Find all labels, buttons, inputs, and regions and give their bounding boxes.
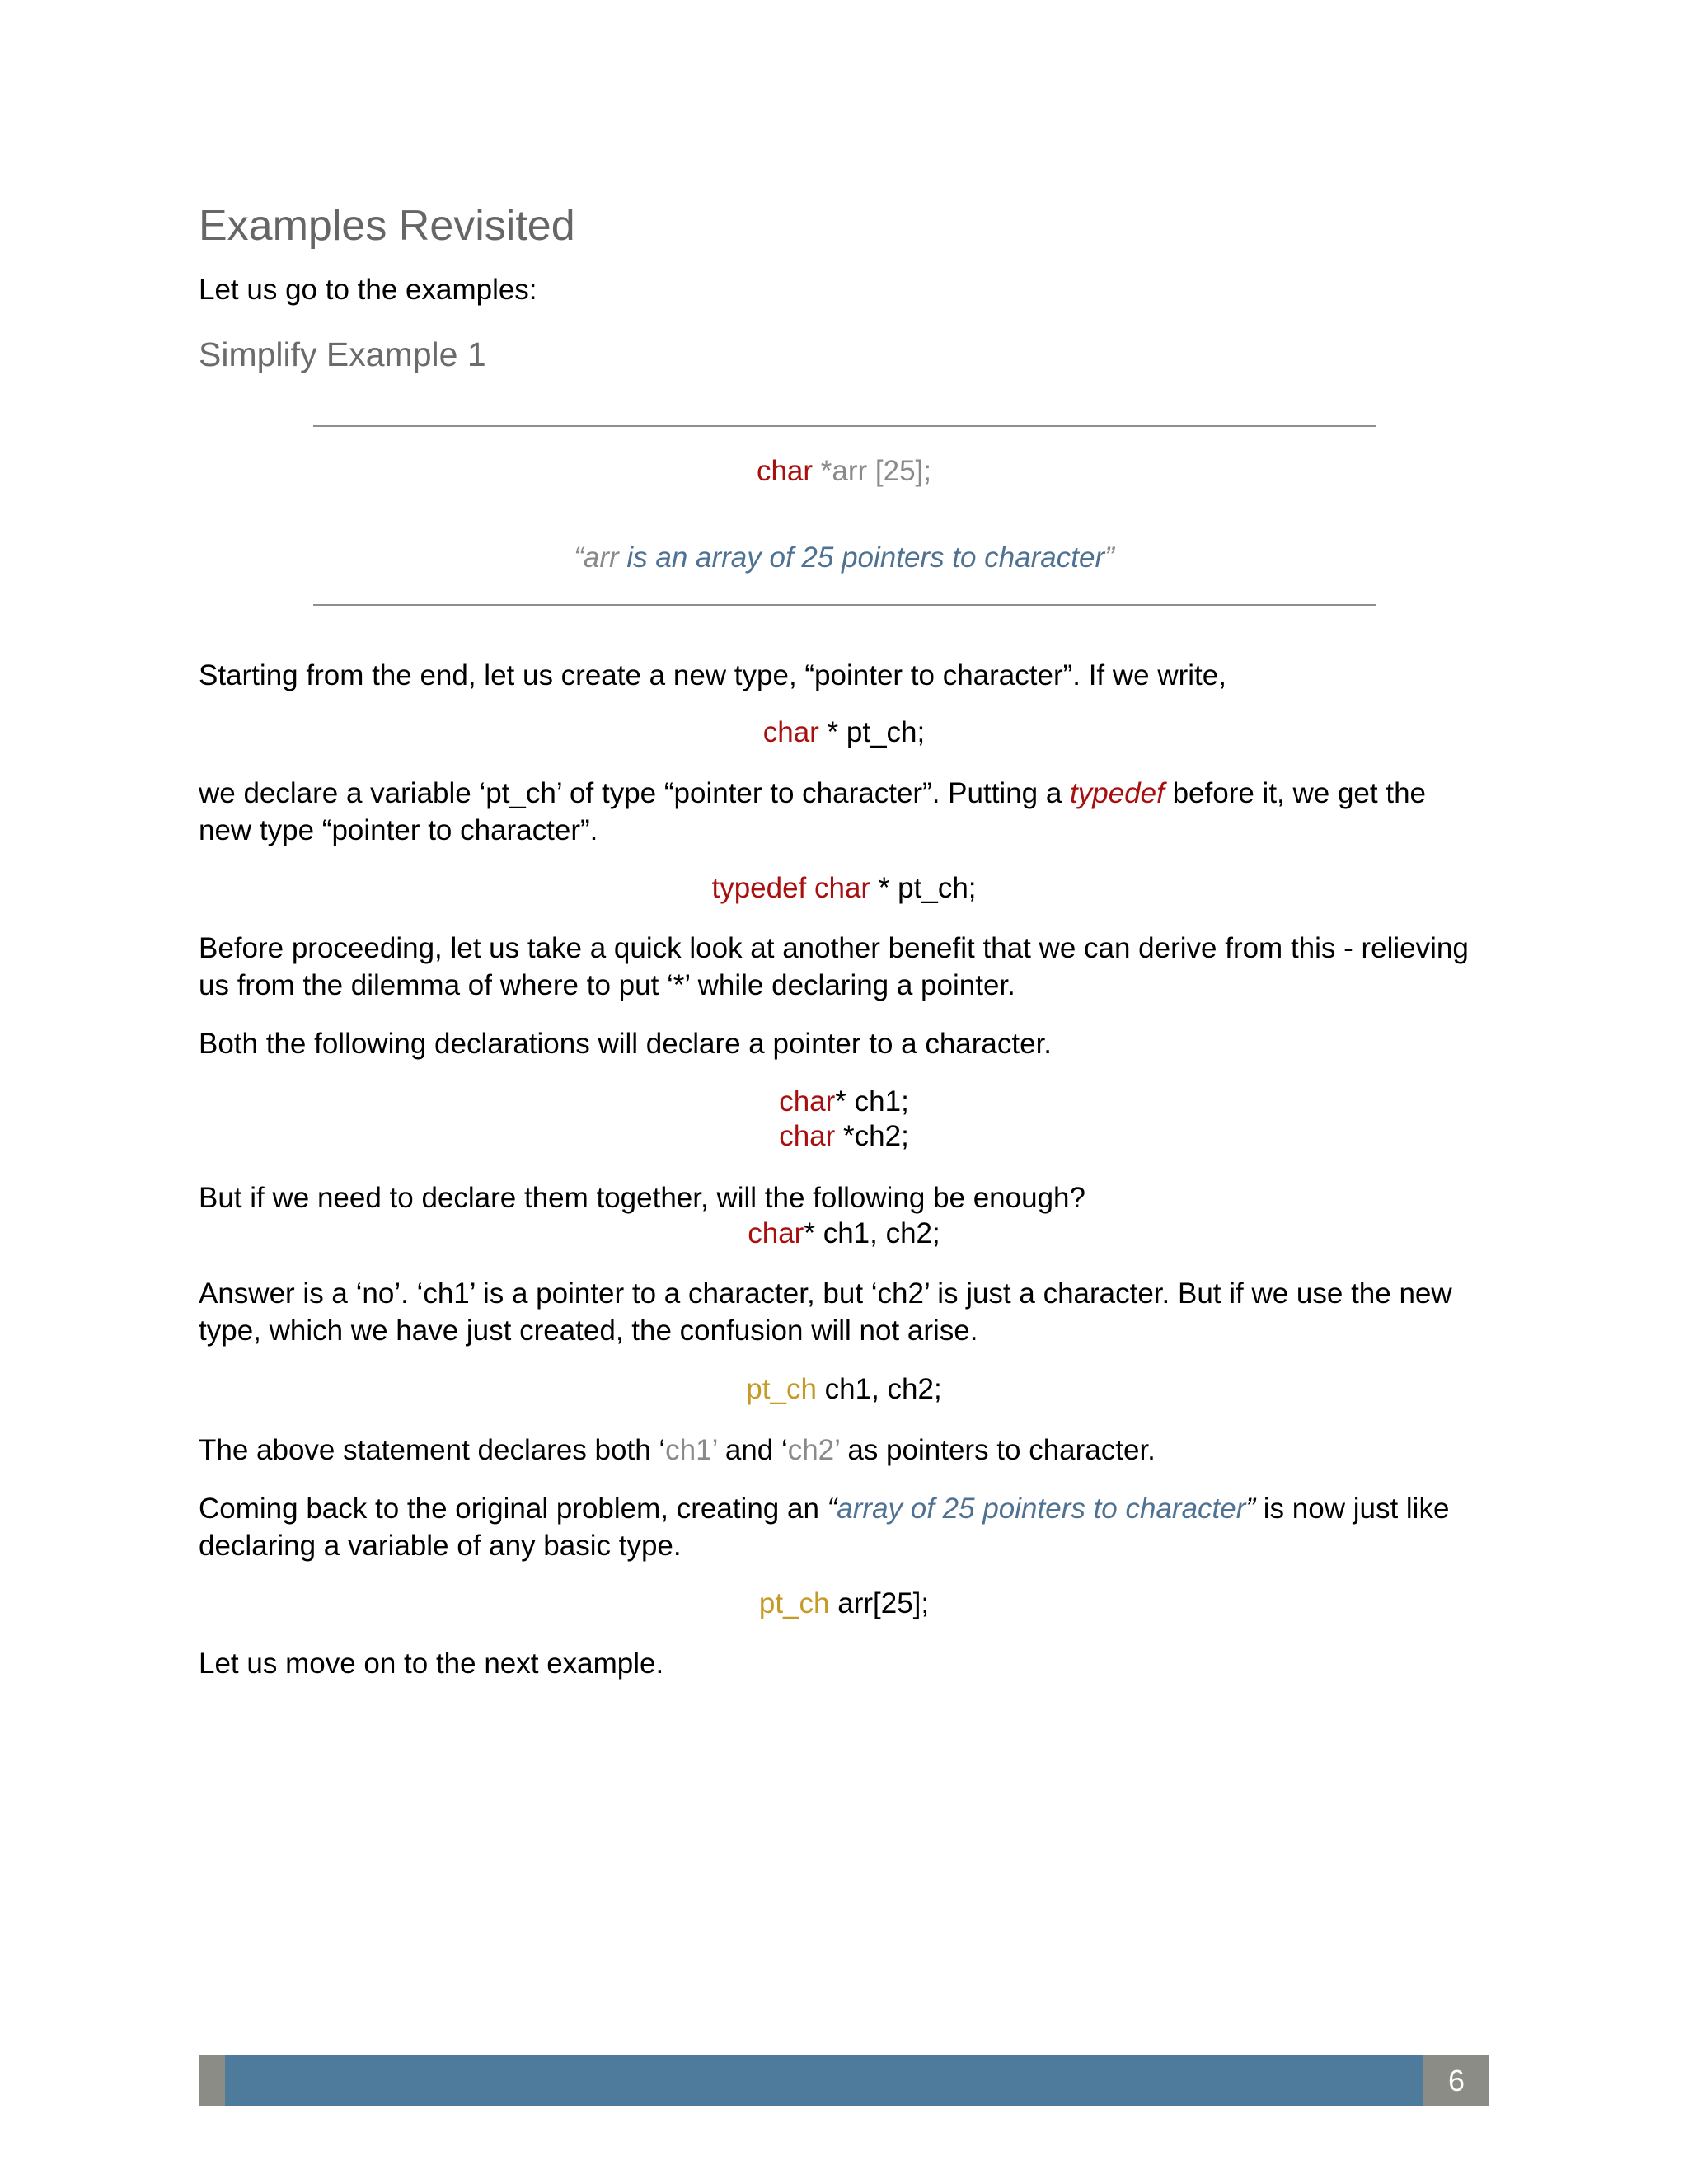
boxed-quote <box>0 541 1688 575</box>
code-line-4 <box>0 1119 1688 1154</box>
page-number: 6 <box>1423 2055 1489 2106</box>
paragraph-3 <box>199 930 1501 1004</box>
paragraph-7-text: as pointers to character. <box>839 1434 1156 1466</box>
bottom-rule <box>313 604 1376 606</box>
footer-bar <box>225 2055 1423 2106</box>
paragraph-7-text: and ‘ <box>717 1434 788 1466</box>
paragraph-5: But if we need to declare them together, will the following be enough? <box>199 1182 1085 1214</box>
section-heading: Simplify Example 1 <box>199 335 486 373</box>
code-keyword: char <box>756 455 814 487</box>
code-line-1 <box>0 715 1688 750</box>
code-keyword: typedef char <box>711 872 871 904</box>
quoted-phrase: array of 25 pointers to character <box>837 1493 1246 1525</box>
quote-open: “arr <box>574 541 619 574</box>
paragraph-2-text: new type “pointer to character”. <box>199 814 598 846</box>
paragraph-6-text: type, which we have just created, the confusion will not arise. <box>199 1315 978 1347</box>
variable-ch2: ch2’ <box>787 1434 840 1466</box>
top-rule <box>313 425 1376 427</box>
paragraph-2-text: we declare a variable ‘pt_ch’ of type “pointer to character”. Putting a <box>199 777 1071 809</box>
paragraph-8 <box>199 1490 1501 1564</box>
code-text: * ch1, ch2; <box>804 1217 940 1249</box>
code-text: *ch2; <box>835 1120 909 1152</box>
code-keyword: char <box>779 1085 836 1118</box>
paragraph-8-text: declaring a variable of any basic type. <box>199 1530 682 1562</box>
paragraph-9: Let us move on to the next example. <box>199 1647 664 1680</box>
code-line-3 <box>0 1085 1688 1119</box>
intro-text: Let us go to the examples: <box>199 274 537 306</box>
quote-text: is an array of 25 pointers to character <box>618 541 1105 574</box>
paragraph-8-text: is now just like <box>1255 1493 1450 1525</box>
code-text: *arr [25]; <box>813 455 932 487</box>
code-line-6 <box>0 1372 1688 1407</box>
quote-close: ” <box>1104 541 1114 574</box>
paragraph-7-text: The above statement declares both ‘ <box>199 1434 666 1466</box>
paragraph-2-text: before it, we get the <box>1164 777 1426 809</box>
code-text: * ch1; <box>835 1085 909 1118</box>
quote-mark: “ <box>827 1493 837 1525</box>
code-text: arr[25]; <box>829 1587 930 1619</box>
code-text: * pt_ch; <box>870 872 977 904</box>
code-line-5 <box>0 1216 1688 1251</box>
code-keyword: char <box>779 1120 836 1152</box>
paragraph-6 <box>199 1275 1501 1349</box>
page-heading: Examples Revisited <box>199 202 575 250</box>
paragraph-6-text: Answer is a ‘no’. ‘ch1’ is a pointer to a character, but ‘ch2’ is just a character. But if we use the new <box>199 1277 1452 1310</box>
paragraph-8-text: Coming back to the original problem, creating an <box>199 1493 828 1525</box>
footer-left-block <box>199 2055 225 2106</box>
code-line-7 <box>0 1586 1688 1621</box>
code-text: ch1, ch2; <box>816 1373 942 1405</box>
code-text: * pt_ch; <box>818 716 926 748</box>
paragraph-3-text: Before proceeding, let us take a quick look at another benefit that we can derive from this - relieving <box>199 932 1469 964</box>
paragraph-3-text: us from the dilemma of where to put ‘*’ while declaring a pointer. <box>199 969 1015 1001</box>
code-keyword: char <box>748 1217 804 1249</box>
paragraph-7 <box>199 1432 1501 1469</box>
paragraph-1: Starting from the end, let us create a new type, “pointer to character”. If we write, <box>199 659 1226 691</box>
paragraph-4: Both the following declarations will declare a pointer to a character. <box>199 1028 1053 1060</box>
code-keyword: char <box>762 716 819 748</box>
type-name: pt_ch <box>758 1587 830 1619</box>
boxed-code <box>0 454 1688 489</box>
quote-mark: ” <box>1245 1493 1256 1525</box>
code-line-2 <box>0 871 1688 906</box>
type-name: pt_ch <box>746 1373 817 1405</box>
paragraph-2 <box>199 775 1501 849</box>
typedef-keyword: typedef <box>1070 777 1165 809</box>
variable-ch1: ch1’ <box>665 1434 718 1466</box>
